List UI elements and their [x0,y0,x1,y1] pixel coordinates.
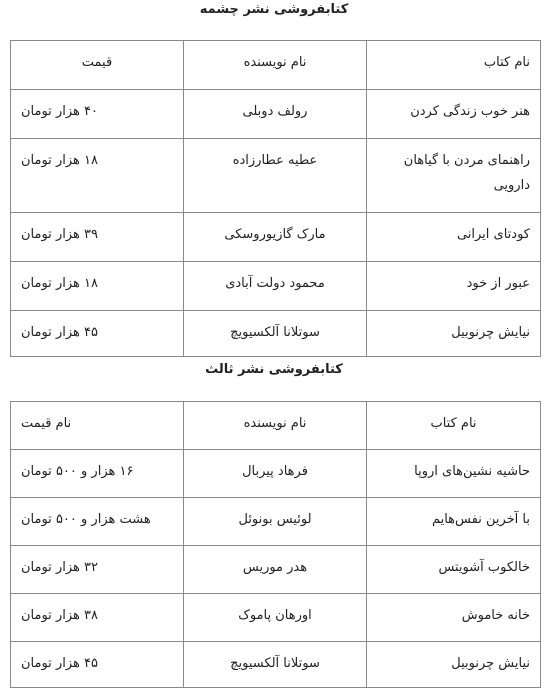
price-cell: ۳۸ هزار تومان [11,594,184,642]
price-cell: ۱۸ هزار تومان [11,262,184,311]
column-header-author: نام نویسنده [184,402,367,450]
books-table-cheshmeh [10,40,541,357]
table-row [11,642,541,688]
section-title-cheshmeh: کتابفروشی نشر چشمه [199,2,349,17]
book-title-cell: عبور از خود [367,262,541,311]
column-header-price: نام قیمت [11,402,184,450]
table-row [11,546,541,594]
column-header-book: نام کتاب [367,41,541,90]
book-title-cell: حاشیه نشین‌های اروپا [367,450,541,498]
table-row [11,311,541,357]
table-row [11,262,541,311]
author-cell: لوئیس بونوئل [184,498,367,546]
book-title-cell: نیایش چرنوبیل [367,311,541,357]
author-cell: مارک گازیوروسکی [184,213,367,262]
book-title-cell: نیایش چرنوبیل [367,642,541,688]
table-row [11,498,541,546]
price-cell: ۳۹ هزار تومان [11,213,184,262]
book-title-cell: خانه خاموش [367,594,541,642]
table-row [11,139,541,213]
author-cell: محمود دولت آبادی [184,262,367,311]
price-cell: ۱۶ هزار و ۵۰۰ تومان [11,450,184,498]
price-cell: ۱۸ هزار تومان [11,139,184,213]
author-cell: سوتلانا آلکسیویچ [184,642,367,688]
column-header-book: نام کتاب [367,402,541,450]
table-row [11,450,541,498]
book-title-cell: کودتای ایرانی [367,213,541,262]
author-cell: عطیه عطارزاده [184,139,367,213]
section-title-sales: کتابفروشی نشر ثالث [205,362,343,377]
author-cell: اورهان پاموک [184,594,367,642]
author-cell: سوتلانا آلکسیویچ [184,311,367,357]
table-header-row [11,41,541,90]
table-row [11,594,541,642]
book-title-cell: راهنمای مردن با گیاهان دارویی [367,139,541,213]
author-cell: رولف دوبلی [184,90,367,139]
table-row [11,90,541,139]
books-table-sales [10,401,541,688]
column-header-author: نام نویسنده [184,41,367,90]
price-cell: ۳۲ هزار تومان [11,546,184,594]
price-cell: ۴۵ هزار تومان [11,642,184,688]
author-cell: هدر موریس [184,546,367,594]
book-title-cell: با آخرین نفس‌هایم [367,498,541,546]
price-cell: ۴۵ هزار تومان [11,311,184,357]
author-cell: فرهاد پیربال [184,450,367,498]
book-title-cell: خالکوب آشویتس [367,546,541,594]
book-title-cell: هنر خوب زندگی کردن [367,90,541,139]
column-header-price: قیمت [11,41,184,90]
price-cell: ۴۰ هزار تومان [11,90,184,139]
table-row [11,213,541,262]
table-header-row [11,402,541,450]
price-cell: هشت هزار و ۵۰۰ تومان [11,498,184,546]
